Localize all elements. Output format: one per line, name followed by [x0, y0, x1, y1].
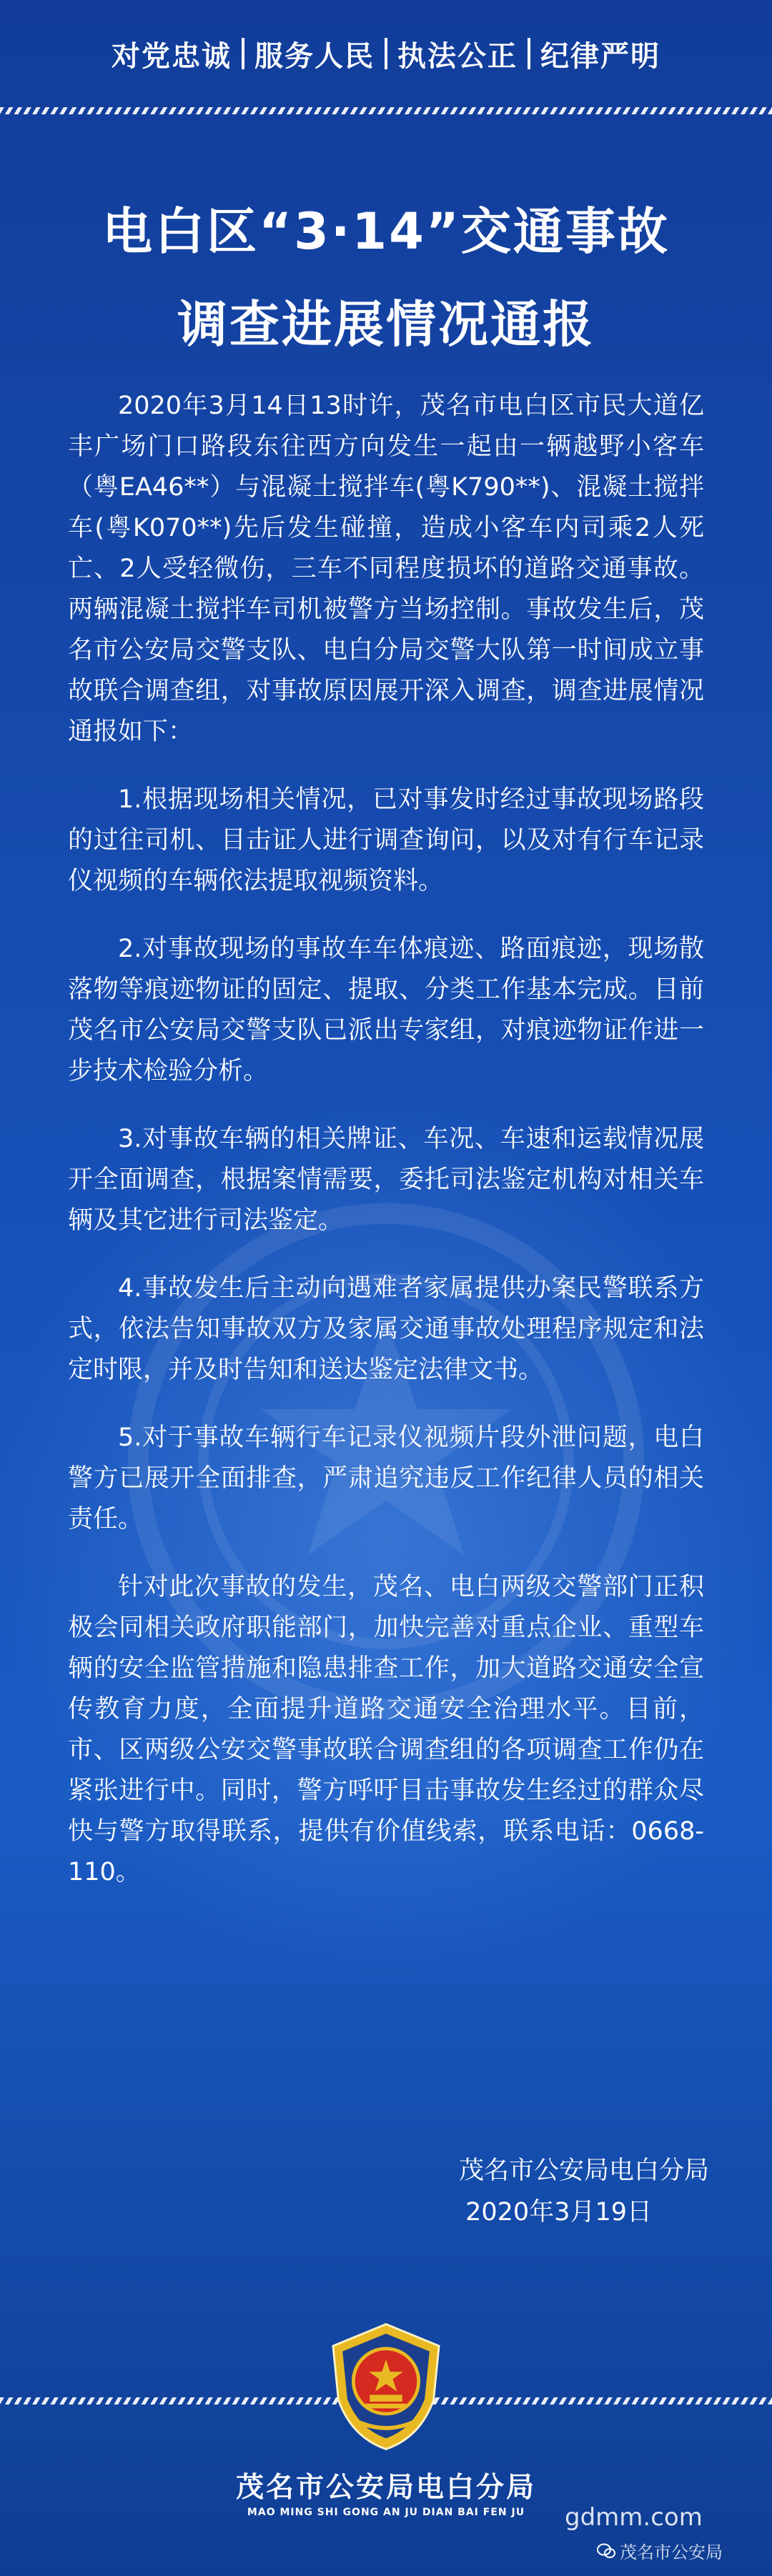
notice-body	[68, 386, 704, 1920]
slogan-discipline: 纪律严明	[540, 39, 660, 73]
closing-paragraph: 针对此次事故的发生，茂名、电白两级交警部门正积极会同相关政府职能部门，加快完善对重点企业、重型车辆的安全监管措施和隐患排查工作，加大道路交通安全宣传教育力度，全面提升道路交通安全治理水平。目前，市、区两级公安交警事故联合调查组的各项调查工作仍在紧张进行中。同时，警方呼吁目击事故发生经过的群众尽快与警方取得联系，提供有价值线索，联系电话：0668-110。	[68, 1573, 704, 1886]
account-name: 茂名市公安局	[620, 2542, 723, 2562]
intro-paragraph: 2020年3月14日13时许，茂名市电白区市民大道亿丰广场门口路段东往西方向发生一起由一辆越野小客车（粤EA46**）与混凝土搅拌车(粤K790**)、混凝土搅拌车(粤K070**)先后发生碰撞，造成小客车内司乘2人死亡、2人受轻微伤，三车不同程度损坏的道路交通事故。两辆混凝土搅拌车司机被警方当场控制。事故发生后，茂名市公安局交警支队、电白分局交警大队第一时间成立事故联合调查组，对事故原因展开深入调查，调查进展情况通报如下：	[68, 392, 704, 746]
progress-item-5: 5.对于事故车辆行车记录仪视频片段外泄问题，电白警方已展开全面排查，严肃追究违反工作纪律人员的相关责任。	[68, 1423, 704, 1533]
slogan-serve: 服务人民	[254, 39, 375, 73]
decorative-stripe-top	[0, 107, 772, 114]
progress-item-4: 4.事故发生后主动向遇难者家属提供办案民警联系方式，依法告知事故双方及家属交通事故处理程序规定和法定时限，并及时告知和送达鉴定法律文书。	[68, 1274, 704, 1384]
slogan-divider	[242, 38, 244, 69]
slogan-bar	[0, 0, 772, 107]
site-watermark: gdmm.com	[565, 2503, 703, 2532]
footer-org-name: 茂名市公安局电白分局	[235, 2472, 536, 2504]
signature-date: 2020年3月19日	[465, 2198, 652, 2227]
footer-org-pinyin: MAO MING SHI GONG AN JU DIAN BAI FEN JU	[247, 2507, 525, 2518]
slogan-row	[112, 34, 660, 74]
slogan-divider	[385, 38, 387, 69]
signature-org: 茂名市公安局电白分局	[458, 2157, 709, 2185]
progress-item-1: 1.根据现场相关情况，已对事发时经过事故现场路段的过往司机、目击证人进行调查询问，以及对有行车记录仪视频的车辆依法提取视频资料。	[68, 785, 704, 895]
slogan-divider	[528, 38, 530, 69]
notice-title-line1: 电白区“3·14”交通事故	[102, 202, 670, 261]
notice-title-line2: 调查进展情况通报	[177, 295, 595, 354]
slogan-justice: 执法公正	[397, 39, 518, 73]
slogan-loyalty: 对党忠诚	[112, 39, 232, 73]
wechat-icon	[597, 2543, 615, 2559]
progress-item-3: 3.对事故车辆的相关牌证、车况、车速和运载情况展开全面调查，根据案情需要，委托司法鉴定机构对相关车辆及其它进行司法鉴定。	[68, 1125, 704, 1235]
account-watermark	[597, 2538, 723, 2563]
progress-item-2: 2.对事故现场的事故车车体痕迹、路面痕迹，现场散落物等痕迹物证的固定、提取、分类工作基本完成。目前茂名市公安局交警支队已派出专家组，对痕迹物证作进一步技术检验分析。	[68, 935, 704, 1085]
police-emblem-icon	[318, 2319, 454, 2455]
